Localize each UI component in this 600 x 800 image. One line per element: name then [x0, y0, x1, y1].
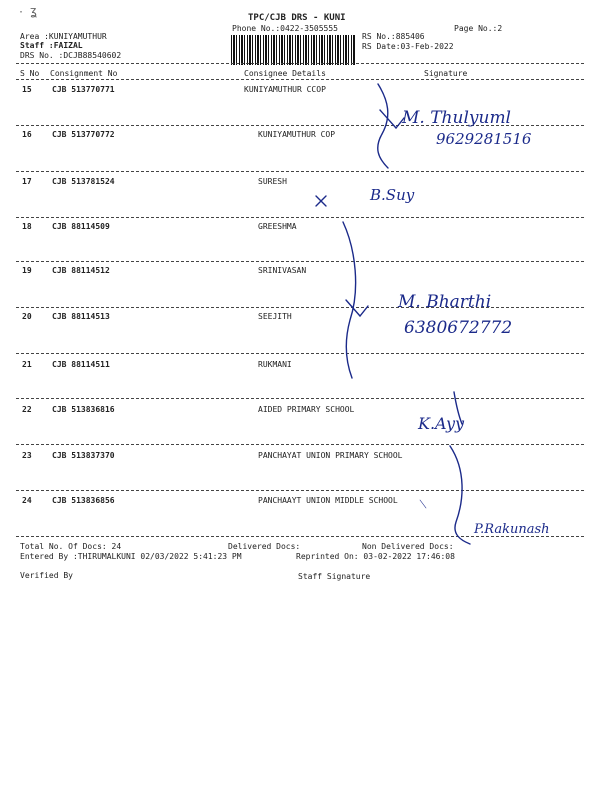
staff-label: Staff :FAIZAL: [20, 41, 83, 50]
handwritten-phone-1: 9629281516: [436, 130, 532, 148]
row-consignment: CJB 513836816: [52, 405, 115, 414]
row-divider: [16, 490, 584, 491]
row-sno: 24: [22, 496, 32, 505]
row-divider: [16, 444, 584, 445]
row-divider: [16, 353, 584, 354]
row-sno: 18: [22, 222, 32, 231]
row-sno: 22: [22, 405, 32, 414]
row-consignment: CJB 513837370: [52, 451, 115, 460]
total-docs: Total No. Of Docs: 24: [20, 542, 122, 551]
row-sno: 23: [22, 451, 32, 460]
row-consignee: GREESHMA: [258, 222, 297, 231]
row-consignment: CJB 88114509: [52, 222, 110, 231]
handwritten-name-1: M. Thulyuml: [402, 108, 511, 128]
rs-date: RS Date:03-Feb-2022: [362, 42, 454, 51]
row-divider: [16, 217, 584, 218]
handwritten-phone-2: 6380672772: [404, 318, 513, 338]
row-sno: 17: [22, 177, 32, 186]
corner-marks: · ʓ: [18, 4, 38, 18]
row-consignment: CJB 513770771: [52, 85, 115, 94]
row-divider: [16, 398, 584, 399]
reprinted-on: Reprinted On: 03-02-2022 17:46:08: [296, 552, 455, 561]
row-consignee: PANCHAYAT UNION PRIMARY SCHOOL: [258, 451, 403, 460]
row-sno: 21: [22, 360, 32, 369]
row-consignee: RUKMANI: [258, 360, 292, 369]
non-delivered-docs: Non Delivered Docs:: [362, 542, 454, 551]
col-sno-header: S No: [20, 69, 40, 78]
row-divider: [16, 171, 584, 172]
row-consignment: CJB 88114512: [52, 266, 110, 275]
row-divider: [16, 307, 584, 308]
row-consignee: KUNIYAMUTHUR CCOP: [244, 85, 326, 94]
delivered-docs: Delivered Docs:: [228, 542, 301, 551]
row-consignee: AIDED PRIMARY SCHOOL: [258, 405, 355, 414]
row-consignment: CJB 513836856: [52, 496, 115, 505]
col-consignee-header: Consignee Details: [244, 69, 326, 78]
col-consignment-header: Consignment No: [50, 69, 118, 78]
row-sno: 16: [22, 130, 32, 139]
page-number: Page No.:2: [454, 24, 503, 33]
row-sno: 19: [22, 266, 32, 275]
rs-number: RS No.:885406: [362, 32, 425, 41]
handwritten-initials: B.Suy: [370, 186, 415, 204]
row-consignment: CJB 88114511: [52, 360, 110, 369]
row-sno: 20: [22, 312, 32, 321]
entered-by: Entered By :THIRUMALKUNI 02/03/2022 5:41:23 PM: [20, 552, 242, 561]
row-consignment: CJB 513781524: [52, 177, 115, 186]
row-consignee: SRINIVASAN: [258, 266, 307, 275]
row-consignee: KUNIYAMUTHUR COP: [258, 130, 336, 139]
page-title: TPC/CJB DRS - KUNI: [248, 13, 346, 23]
phone-number: Phone No.:0422-3505555: [232, 24, 338, 33]
columns-divider: [16, 79, 584, 80]
row-consignee: PANCHAAYT UNION MIDDLE SCHOOL: [258, 496, 398, 505]
handwritten-final-signature: P.Rakunash: [474, 522, 550, 537]
row-consignee: SURESH: [258, 177, 287, 186]
verified-by: Verified By: [20, 571, 73, 580]
drs-number: DRS No. :DCJB88540602: [20, 51, 122, 60]
handwritten-name-2: M. Bharthi: [398, 292, 492, 312]
row-consignment: CJB 513770772: [52, 130, 115, 139]
header-divider: [16, 63, 584, 64]
handwritten-scribble: K.Ayy: [418, 414, 465, 433]
row-consignee: SEEJITH: [258, 312, 292, 321]
row-divider: [16, 261, 584, 262]
staff-signature: Staff Signature: [298, 572, 371, 581]
barcode: [231, 35, 355, 65]
col-signature-header: Signature: [424, 69, 468, 78]
row-sno: 15: [22, 85, 32, 94]
area-label: Area :KUNIYAMUTHUR: [20, 32, 107, 41]
row-consignment: CJB 88114513: [52, 312, 110, 321]
